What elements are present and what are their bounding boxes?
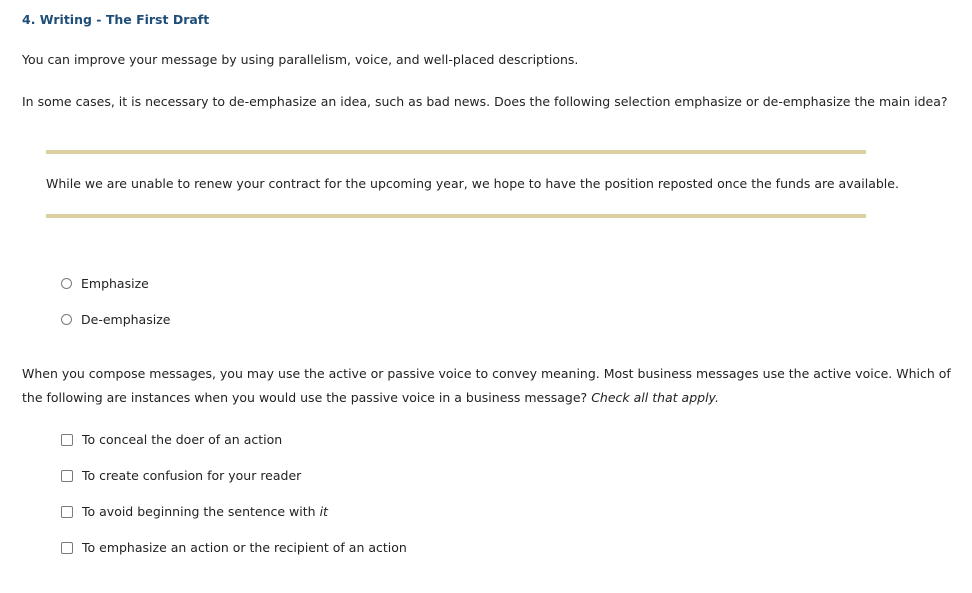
option-emphasize-label: Emphasize [81, 276, 149, 291]
option-de-emphasize[interactable] [61, 312, 170, 327]
option-create-confusion[interactable] [61, 468, 301, 483]
intro-text: You can improve your message by using parallelism, voice, and well-placed descriptions. [22, 52, 579, 67]
option-emphasize-action-label: To emphasize an action or the recipient of an action [82, 540, 407, 555]
checkbox-avoid-it[interactable] [61, 506, 73, 518]
option-de-emphasize-label: De-emphasize [81, 312, 171, 327]
option-emphasize-action[interactable] [61, 540, 407, 555]
question1-prompt: In some cases, it is necessary to de-emphasize an idea, such as bad news. Does the following selection emphasize or de-emphasize the main idea? [22, 94, 948, 109]
section-heading: 4. Writing - The First Draft [22, 12, 210, 27]
option-emphasize[interactable] [61, 276, 149, 291]
radio-de-emphasize[interactable] [61, 314, 72, 325]
option-avoid-it[interactable] [61, 504, 328, 519]
quote-bottom-rule [46, 214, 866, 218]
checkbox-emphasize-action[interactable] [61, 542, 73, 554]
option-conceal-doer-label: To conceal the doer of an action [82, 432, 283, 447]
option-avoid-it-label [82, 504, 328, 519]
quote-text: While we are unable to renew your contract for the upcoming year, we hope to have the position reposted once the funds are available. [46, 176, 899, 191]
radio-emphasize[interactable] [61, 278, 72, 289]
question2-prompt [22, 362, 957, 410]
option-conceal-doer[interactable] [61, 432, 282, 447]
question2-instruction: Check all that apply. [591, 390, 719, 405]
checkbox-conceal-doer[interactable] [61, 434, 73, 446]
option-avoid-it-label-text: To avoid beginning the sentence with [82, 504, 320, 519]
option-create-confusion-label: To create confusion for your reader [82, 468, 302, 483]
quote-top-rule [46, 150, 866, 154]
checkbox-create-confusion[interactable] [61, 470, 73, 482]
option-avoid-it-label-italic: it [319, 504, 328, 519]
question2-prompt-text: When you compose messages, you may use the active or passive voice to convey meaning. Most business messages use the active voice. Which of the following are instances when you would use the passive voice in a business message? [22, 366, 951, 405]
